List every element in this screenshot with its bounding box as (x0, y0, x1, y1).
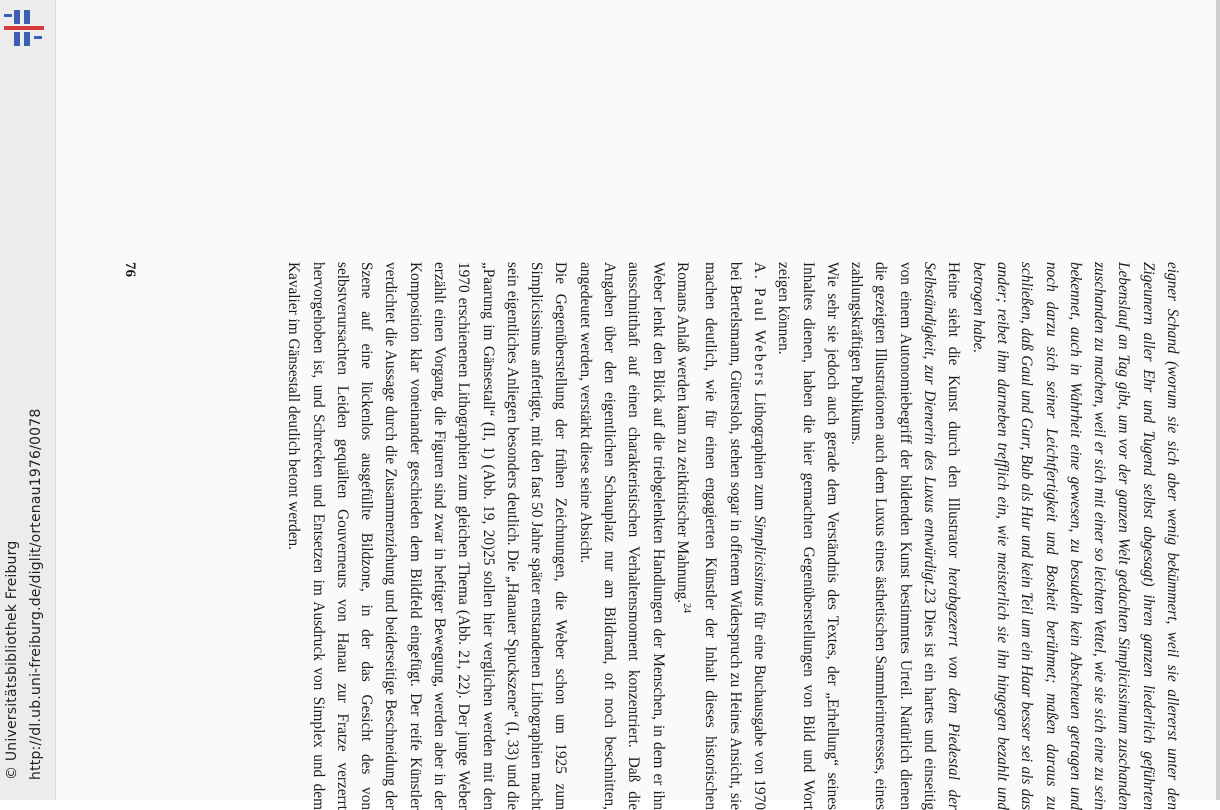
source-url[interactable]: http://dl.ub.uni-freiburg.de/diglit/ortenau1976/0078 (28, 408, 44, 780)
paragraph-erhellung: Wie sehr sie jedoch auch gerade dem Verständnis des Textes, der „Erhellung“ seines Inhaltes dienen, haben die hier gemachten Gegenüberstellungen von Bild und Wort zeigen können. (775, 262, 841, 810)
footnote-ref: 24 (681, 603, 693, 614)
paragraph-gegenueberstellung: Die Gegenüberstellung der frühen Zeichnungen, die Weber schon um 1925 zum Simplicissimus anfertigte, mit den fast 50 Jahre später entstandenen Lithographien macht sein eigentliches Anliegen besonders deutlich. Die „Hanauer Spuckszene“ (I, 33) und die „Paarung im Gänsestall“ (II, 1) (Abb. 19, 20)25 sollen hier verglichen werden mit den 1970 erschienenen Lithographien zum gleichen Thema (Abb. 21, 22). Der junge Weber erzählt einen Vorgang, die Figuren sind zwar in heftiger Bewegung, werden aber in der Komposition klar voneinander geschieden dem Bildfeld eingefügt. Der reife Künstler verdichtet die Aussage durch die Zusammenziehung und beiderseitige Beschneidung der Szene auf eine lückenlos ausgefüllte Bildzone, in der das Gesicht des von selbstverursachten Leiden gequälten Gouverneurs von Hanau zur Fratze verzerrt hervorgehoben ist, und Schrecken und Entsetzen im Ausdruck von Simplex und dem Kavalier im Gänsestall deutlich betont werden. (285, 262, 570, 810)
rotated-page-content (56, 0, 1220, 810)
body-text (281, 262, 1184, 810)
p3-name: A. Paul Webers (750, 262, 768, 388)
p1-quote: herabgezerrt von dem Piedestal der Selbständigkeit, zur Dienerin des Luxus entwürdigt. (921, 262, 963, 810)
p3-text2: für eine Buchausgabe von 1970 bei Bertelsmann, Gütersloh, stehen sogar in offenem Widerspruch zu Heines Ansicht, sie machen deutlich, wie für einen engagierten Künstler der Inhalt dieses historischen Romans Anlaß werden kann zu zeitkritischer Mahnung. (673, 262, 768, 810)
library-logo-icon (2, 6, 46, 50)
viewer-sidebar (0, 0, 56, 800)
paragraph-weber-lithos (670, 262, 771, 810)
p3-title: Simplicissimus (750, 515, 768, 607)
scanned-page (56, 0, 1220, 810)
paragraph-blick: Weber lenkt den Blick auf die triebgelenkten Handlungen der Menschen, in dem er ihn ausschnitthaft auf einen charakteristischen Verhaltensmoment konzentriert. Daß die Angaben über den eigentlichen Schauplatz nur am Bildrand, oft noch beschnitten, angedeutet werden, verstärkt diese seine Absicht. (576, 262, 667, 810)
page-number: 76 (122, 262, 138, 277)
p3-text1: Lithographien zum (750, 387, 768, 516)
p1-end: 23 Dies ist ein hartes und einseitig von einem Autonomiebegriff der bildenden Kunst bestimmtes Urteil. Natürlich dienen die gezeigten Illustrationen auch dem Luxus eines ästhetischen Sammlerinteresses, eines zahlungskräftigen Publikums. (848, 262, 939, 810)
quote-paragraph: eigner Schand (worum sie sich aber wenig bekümmert, weil sie allererst unter den Zigeunern aller Ehr und Tugend selbst abgesagt) ihren ganzen liederlich geführten Lebenslauf an Tag gibt, um vor der ganzen Welt gedachten Simplicissimum zuschanden zuschanden zu machen, weil er sich mit einer so leichten Vettel, wie sie sich eine zu sein bekennet, auch in Wahrheit eine gewesen, zu besudeln kein Abscheuen getragen und noch darzu sich seiner Leichtfertigkeit und Bosheit berühmet; maßen daraus zu schließen, daß Gaul und Gurr, Bub als Hur und kein Teil um ein Haar besser sei als das ander; reibet ihm darneben trefflich ein, wie meisterlich sie ihn hingegen bezahlt und betrogen habe. (969, 262, 1181, 810)
p1-start: Heine sieht die Kunst durch den Illustrator (945, 262, 963, 568)
paragraph-heine (844, 262, 965, 810)
copyright-notice: © Universitätsbibliothek Freiburg (4, 540, 20, 780)
